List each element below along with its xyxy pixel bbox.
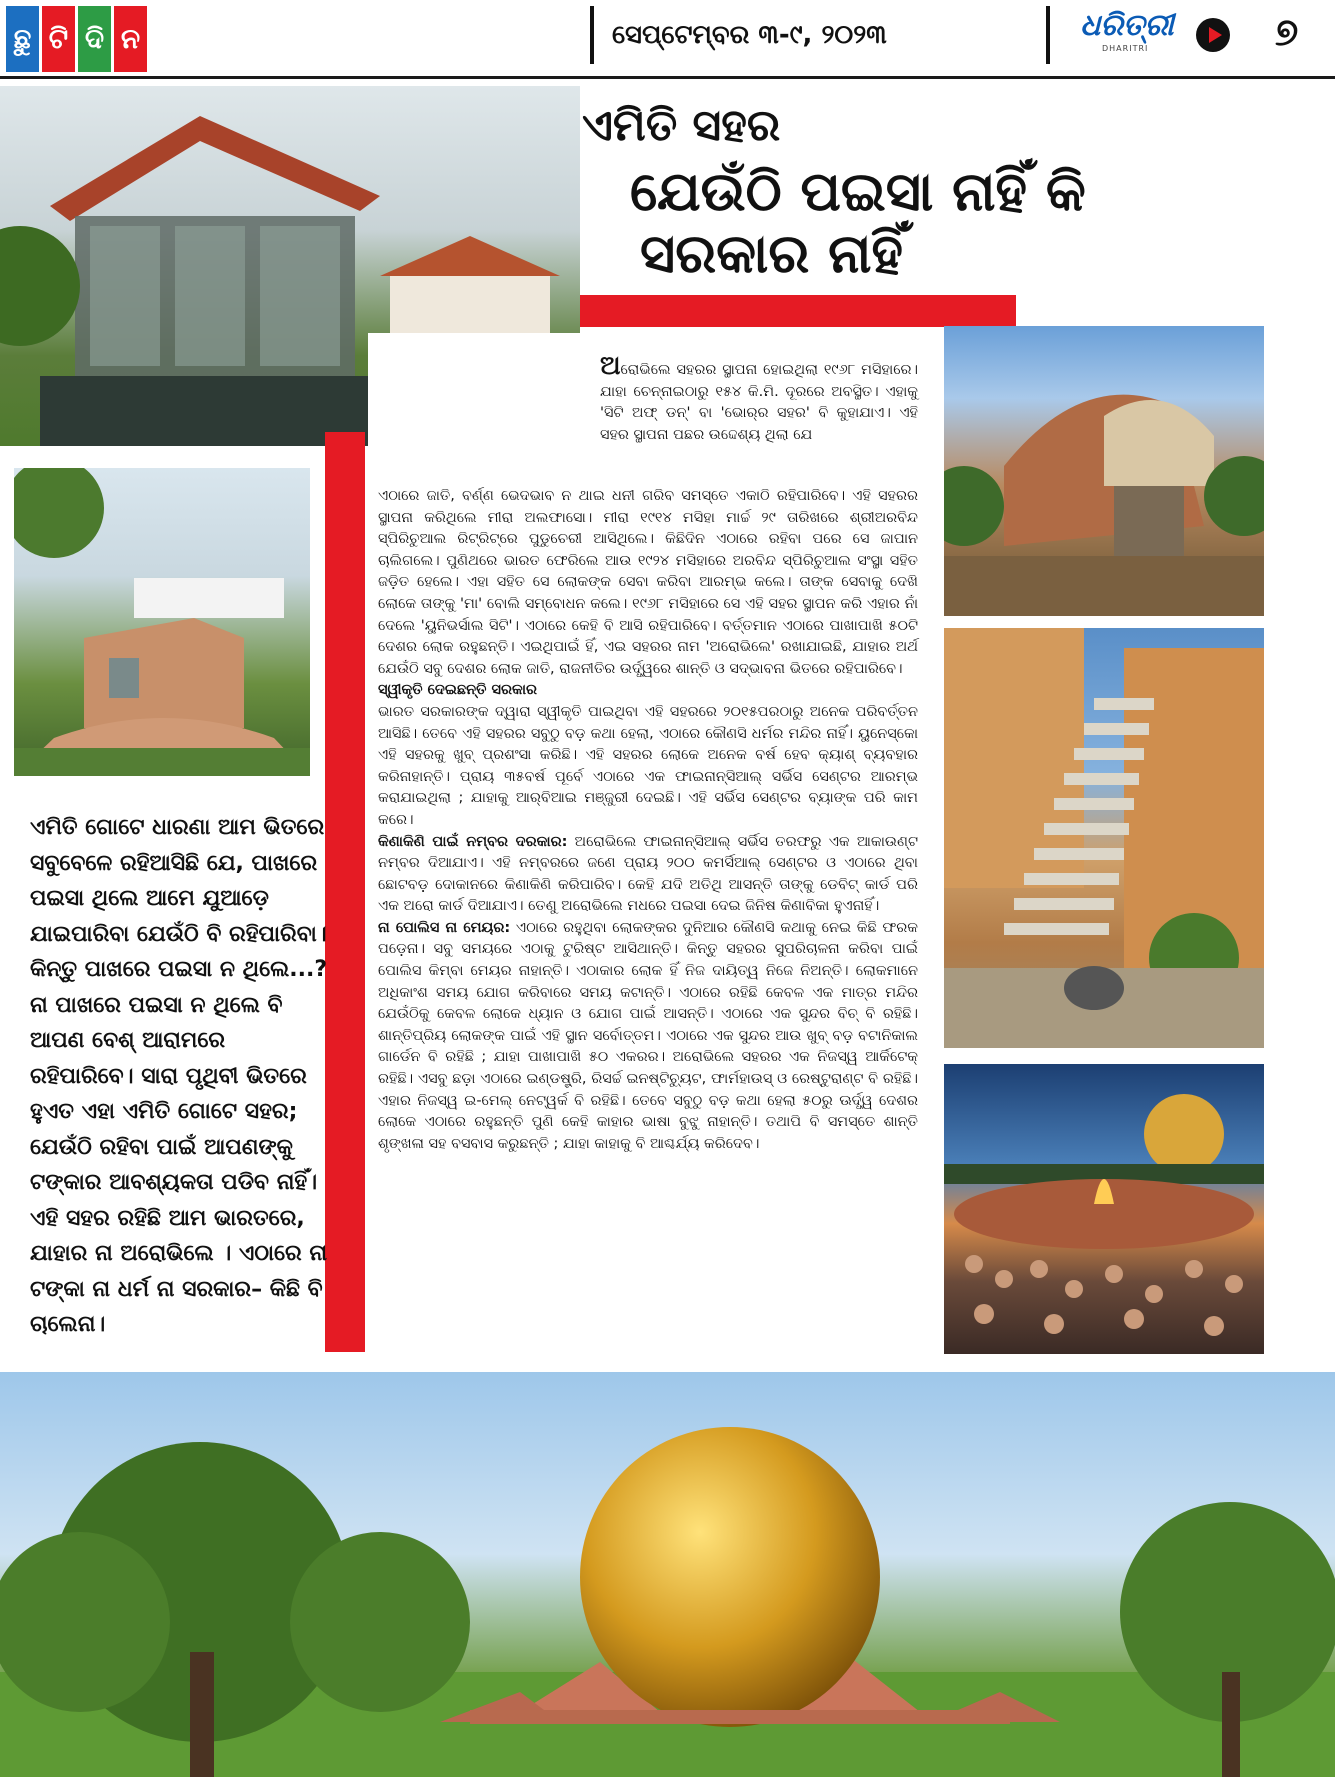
header-rule (0, 76, 1335, 79)
paragraph-2: ଭାରତ ସରକାରଙ୍କ ଦ୍ୱାରା ସ୍ୱୀକୃତି ପାଇଥିବା ଏହି ସହରରେ ୨୦୧୫ପରଠାରୁ ଅନେକ ପରିବର୍ତ୍ତନ ଆସିଛି। ତେବେ ଏହି ସହରର ସବୁଠୁ ବଡ଼ କଥା ହେଲା, ଏଠାରେ କୌଣସି ଧର୍ମର ମନ୍ଦିର ନାହିଁ। ୟୁନେସ୍କୋ ଏହି ସହରକୁ ଖୁବ୍ ପ୍ରଶଂସା କରିଛି। ଏହି ସହରର ଲୋକେ ଅନେକ ବର୍ଷ ହେବ କ୍ୟାଶ୍ ବ୍ୟବହାର କରିନାହାନ୍ତି। ପ୍ରାୟ ୩୫ବର୍ଷ ପୂର୍ବେ ଏଠାରେ ଏକ ଫାଇନାନ୍ସିଆଲ୍ ସର୍ଭିସ ସେଣ୍ଟର ଆରମ୍ଭ କରାଯାଇଥିଲା ; ଯାହାକୁ ଆର୍‌ବିଆଇ ମଞ୍ଜୁରୀ ଦେଇଛି। ଏହି ସର୍ଭିସ ସେଣ୍ଟର ବ୍ୟାଙ୍କ ପରି କାମ କରେ। (378, 703, 918, 828)
masthead-letter-1: ଛୁ (6, 6, 39, 72)
headline-line-2: ଯେଉଁଠି ପଇସା ନାହିଁ କି (630, 160, 1086, 223)
paragraph-1: ଏଠାରେ ଜାତି, ବର୍ଣ୍ଣ ଭେଦଭାବ ନ ଥାଇ ଧନୀ ଗରିବ ସମସ୍ତେ ଏକାଠି ରହିପାରିବେ। ଏହି ସହରର ସ୍ଥାପନା କରିଥିଲେ ମୀରା ଅଲଫାସୋ। ମୀରା ୧୯୧୪ ମସିହା ମାର୍ଚ୍ଚ ୨୯ ତାରିଖରେ ଶ୍ରୀଅରବିନ୍ଦ ସ୍ପିରିଚୁଆଲ ରିଟ୍ରିଟ୍‌ରେ ପୁଡୁଚେରୀ ଆସିଥିଲେ। କିଛିଦିନ ଏଠାରେ ରହିବା ପରେ ସେ ଜାପାନ ଚାଲିଗଲେ। ପୁଣିଥରେ ଭାରତ ଫେରିଲେ ଆଉ ୧୯୨୪ ମସିହାରେ ଅରବିନ୍ଦ ସ୍ପିରିଚୁଆଲ ସଂସ୍ଥା ସହିତ ଜଡ଼ିତ ହେଲେ। ଏହା ସହିତ ସେ ଲୋକଙ୍କ ସେବା କରିବା ଆରମ୍ଭ କଲେ। ତାଙ୍କ ସେବାକୁ ଦେଖି ଲୋକେ ତାଙ୍କୁ 'ମା' ବୋଲି ସମ୍ବୋଧନ କଲେ। ୧୯୬୮ ମସିହାରେ ସେ ଏହି ସହର ସ୍ଥାପନ କରି ଏହାର ନାଁ ଦେଲେ 'ୟୁନିଭର୍ସାଲ ସିଟି'। ଏଠାରେ କେହି ବି ଆସି ରହିପାରିବେ। ବର୍ତ୍ତମାନ ଏଠାରେ ପାଖାପାଖି ୫୦ଟି ଦେଶର ଲୋକ ରହୁଛନ୍ତି। ଏଇଥିପାଇଁ ହିଁ, ଏଇ ସହରର ନାମ 'ଅରୋଭିଲେ' ରଖାଯାଇଛି, ଯାହାର ଅର୍ଥ ଯେଉଁଠି ସବୁ ଦେଶର ଲୋକ ଜାତି, ରାଜନୀତିର ଉର୍ଦ୍ଧ୍ୱରେ ଶାନ୍ତି ଓ ସଦ୍‌ଭାବନା ଭିତରେ ରହିପାରିବେ। (378, 488, 918, 677)
issue-date: ସେପ୍ଟେମ୍ବର ୩-୯, ୨୦୨୩ (590, 6, 1050, 64)
page-number: ୭ (1275, 10, 1299, 54)
drop-cap: ଅ (600, 351, 621, 381)
photo-arched-house (944, 326, 1264, 616)
subheading-police: ନା ପୋଲିସ ନା ମେୟର: (378, 919, 511, 936)
subheading-number: କିଣାକିଣି ପାଇଁ ନମ୍ବର ଦରକାର: (378, 833, 568, 850)
play-icon (1196, 18, 1230, 52)
paragraph-3: କିଣାକିଣି ପାଇଁ ନମ୍ବର ଦରକାର: ଅରୋଭିଲେ ଫାଇନାନ୍ସିଆଲ୍ ସର୍ଭିସ ତରଫରୁ ଏକ ଆକାଉଣ୍ଟ ନମ୍ବର ଦିଆଯାଏ। ଏହି ନମ୍ବରରେ ଜଣେ ପ୍ରାୟ ୨୦୦ କମର୍ସିଆଲ୍ ସେଣ୍ଟର ଓ ଏଠାରେ ଥିବା ଛୋଟବଡ଼ ଦୋକାନରେ କିଣାକିଣି କରିପାରିବ। କେହି ଯଦି ଅତିଥି ଆସନ୍ତି ତାଙ୍କୁ ଡେବିଟ୍ କାର୍ଡ ପରି ଏକ ଅରୋ କାର୍ଡ ଦିଆଯାଏ। ତେଣୁ ଅରୋଭିଲେ ମଧରେ ପଇସା ଦେଇ ଜିନିଷ କିଣାବିକା ହୁଏନାହିଁ। (378, 833, 919, 915)
masthead-letter-4: ନ (114, 6, 147, 72)
paragraph-4: ନା ପୋଲିସ ନା ମେୟର: ଏଠାରେ ରହୁଥିବା ଲୋକଙ୍କର ଦୁନିଆର କୌଣସି କଥାକୁ ନେଇ କିଛି ଫରକ ପଡ଼େନା। ସବୁ ସମୟରେ ଏଠାକୁ ଟୁରିଷ୍ଟ ଆସିଥାନ୍ତି। କିନ୍ତୁ ସହରର ସୁପରିଚାଳନା କରିବା ପାଇଁ ପୋଲିସ କିମ୍ବା ମେୟର ନାହାନ୍ତି। ଏଠାକାର ଲୋକ ହିଁ ନିଜ ଦାୟିତ୍ୱ ନିଜେ ନିଅନ୍ତି। ଲୋକମାନେ ଅଧିକାଂଶ ସମୟ ଯୋଗ କରିବାରେ ସମୟ କଟାନ୍ତି। ଏଠାରେ ରହିଛି କେବଳ ଏକ ମାତ୍ର ମନ୍ଦିର ଯେଉଁଠିକୁ କେବଳ ଲୋକେ ଧ୍ୟାନ ଓ ଯୋଗ ପାଇଁ ଆସନ୍ତି। ଏଠାରେ ଏକ ସୁନ୍ଦର ବିଚ୍ ବି ରହିଛି। ଶାନ୍ତିପ୍ରିୟ ଲୋକଙ୍କ ପାଇଁ ଏହି ସ୍ଥାନ ସର୍ବୋତ୍ତମ। ଏଠାରେ ଏକ ସୁନ୍ଦର ଆଉ ଖୁବ୍ ବଡ଼ ବଟାନିକାଲ ଗାର୍ଡେନ ବି ରହିଛି ; ଯାହା ପାଖାପାଖି ୫୦ ଏକରର। ଅରୋଭିଲେ ସହରର ଏକ ନିଜସ୍ୱ ଆର୍କିଟେକ୍ ରହିଛି। ଏସବୁ ଛଡ଼ା ଏଠାରେ ଇଣ୍ଡଷ୍ଟ୍ରି, ରିସର୍ଚ୍ଚ ଇନଷ୍ଟିଚ୍ୟୁଟ, ଫାର୍ମହାଉସ୍ ଓ ରେଷ୍ଟୁରାଣ୍ଟ ବି ରହିଛି। ଏହାର ନିଜସ୍ୱ ଇ-ମେଲ୍ ନେଟ୍‌ୱର୍କ ବି ରହିଛି। ତେବେ ସବୁଠୁ ବଡ଼ କଥା ହେଲା ୫୦ରୁ ଊର୍ଦ୍ଧ୍ୱ ଦେଶର ଲୋକେ ଏଠାରେ ରହୁଛନ୍ତି ପୁଣି କେହି କାହାର ଭାଷା ବୁଝୁ ନାହାନ୍ତି। ତଥାପି ବି ସମସ୍ତେ ଶାନ୍ତି ଶୃଙ୍ଖଳା ସହ ବସବାସ କରୁଛନ୍ତି ; ଯାହା କାହାକୁ ବି ଆଶ୍ଚର୍ଯ୍ୟ କରିଦେବ। (378, 919, 919, 1152)
headline-line-1: ଏମିତି ସହର (582, 100, 781, 151)
masthead-letter-3: ଦି (78, 6, 111, 72)
photo-modern-building (14, 468, 310, 776)
accent-bar-left (325, 432, 365, 1352)
article-body (378, 486, 918, 1155)
accent-bar-top (580, 295, 1016, 327)
masthead-letter-2: ଟି (42, 6, 75, 72)
brand-logo: ଧରିତ୍ରୀ (1080, 8, 1174, 43)
photo-spiral-staircase (944, 628, 1264, 1048)
photo-matrimandir-evening (944, 1064, 1264, 1354)
subheading-recognition: ସ୍ୱୀକୃତି ଦେଇଛନ୍ତି ସରକାର (378, 682, 537, 699)
headline-line-3: ସରକାର ନାହିଁ (640, 222, 903, 285)
brand-subtitle: DHARITRI (1102, 44, 1149, 53)
pull-quote: ଏମିତି ଗୋଟେ ଧାରଣା ଆମ ଭିତରେ ସବୁବେଳେ ରହିଆସିଛି ଯେ, ପାଖରେ ପଇସା ଥିଲେ ଆମେ ଯୁଆଡ଼େ ଯାଇପାରିବା ଯେଉଁଠି ବି ରହିପାରିବା। କିନ୍ତୁ ପାଖରେ ପଇସା ନ ଥିଲେ...? ନା ପାଖରେ ପଇସା ନ ଥିଲେ ବି ଆପଣ ବେଶ୍ ଆରାମରେ ରହିପାରିବେ। ସାରା ପୃଥିବୀ ଭିତରେ ହୁଏତ ଏହା ଏମିତି ଗୋଟେ ସହର; ଯେଉଁଠି ରହିବା ପାଇଁ ଆପଣଙ୍କୁ ଟଙ୍କାର ଆବଶ୍ୟକତା ପଡିବ ନାହିଁ। ଏହି ସହର ରହିଛି ଆମ ଭାରତରେ, ଯାହାର ନା ଅରୋଭିଲେ । ଏଠାରେ ନା ଟଙ୍କା ନା ଧର୍ମ ନା ସରକାର– କିଛି ବି ଚାଲେନା। (30, 815, 328, 1337)
photo-matrimandir-golden-sphere (0, 1372, 1335, 1777)
article-intro: ଅରୋଭିଲେ ସହରର ସ୍ଥାପନା ହୋଇଥିଲା ୧୯୬୮ ମସିହାରେ। ଯାହା ଚେନ୍ନାଇଠାରୁ ୧୫୪ କି.ମି. ଦୂରରେ ଅବସ୍ଥିତ। ଏହାକୁ 'ସିଟି ଅଫ୍ ଡନ୍' ବା 'ଭୋର୍‌ର ସହର' ବି କୁହାଯାଏ। ଏହି ସହର ସ୍ଥାପନା ପଛର ଉଦ୍ଦେଶ୍ୟ ଥିଲା ଯେ (600, 351, 918, 443)
